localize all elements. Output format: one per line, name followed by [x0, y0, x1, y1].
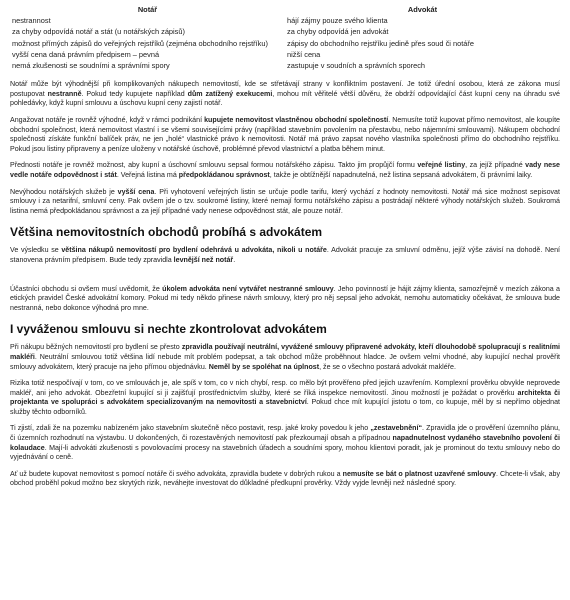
paragraph-notary-neutrality: Notář může být výhodnější při komplikovaných nákupech nemovitostí, kde se střetávají strany v konfliktním postavení. Je totiž úřední osobou, která ze zákona musí postupovat nestranně. Pokud tedy kupujete například dům zatížený exekucemi, mohou mít věřitelé větší důvěru, že obdrží odpovídající část kupní ceny na úhradu své pohledávky, když kupní smlouvu a úschovu kupní ceny zajistí notář. [10, 80, 560, 108]
table-row [10, 38, 560, 49]
paragraph-notary-cost: Nevýhodou notářských služeb je vyšší cena. Při vyhotovení veřejných listin se určuje podle tarifu, který vychází z hodnoty nemovitosti. Notář má sice možnost sepisovat smlouvy i za netarifní, smluvní ceny. Pak ovšem jde o tzv. soukromé listiny, které nemají formu notářského zápisu a postrádají některé výhody notářských služeb. Soukromá listina nemá předpokládanou správnost a za její případné vady nenese odpovědnost stát, ale pouze notář. [10, 187, 560, 215]
table-cell: nižší cena [287, 49, 321, 59]
paragraph-risks: Rizika totiž nespočívají v tom, co ve smlouvách je, ale spíš v tom, co v nich chybí, resp. co mělo být prověřeno před jejich uzavřením. Komplexní prověrku obvykle neprovede makléř, ani jeho advokát. Obezřetní kupující si ji zajišťují prostřednictvím služby, které se říká inspekce nemovitostí. Jinou možností je požádat o prověrku architekta či projektanta ve spolupráci s advokátem specializovaným na nemovitosti a stavebnictví. Pokud chce mít kupující jistotu o tom, co kupuje, měl by si nepřímo objednat služby těchto odborníků. [10, 379, 560, 416]
paragraph-balanced-contracts: Při nákupu běžných nemovitostí pro bydlení se přesto zpravidla používají neutrální, vyvážené smlouvy připravené advokáty, kteří dlouhodobě spolupracují s realitními makléři. Neutrální smlouvou totiž většina lidí nebude mít problém podepsat, a tak obchod může proběhnout hladce. Je ovšem velmi vhodné, aby kupující nechal prověřit smlouvy advokátem, který pracuje na jeho přímou objednávku. Neměl by se spoléhat na úplnost, že se o všechno postará advokát makléře. [10, 343, 560, 371]
paragraph-company-purchase: Angažovat notáře je rovněž výhodné, když v rámci podnikání kupujete nemovitost vlastněnou obchodní společností. Nemusíte totiž kupovat přímo nemovitost, ale koupíte obchodní společnost, která nemovitost vlastní i se všemi souvisejícími právy (například stavebním povolením na přestavbu, nebo nájemními smlouvami). Nákupem obchodní společnosti získáte funkční balíček práv, ne jen „holé“ vlastnické právo k nemovitosti. Notář má právo zapsat nového vlastníka společnosti přímo do obchodního rejstříku. Pokud jsou listiny připraveny a peníze uloženy v notářské úschově, problémné převod vlastnictví a platba během minut. [10, 116, 561, 153]
table-row [10, 49, 560, 60]
table-cell: možnost přímých zápisů do veřejných rejstříků (zejména obchodního rejstříku) [12, 38, 268, 48]
paragraph-lawyer-not-neutral: Účastníci obchodu si ovšem musí uvědomit, že úkolem advokáta není vytvářet nestranné smlouvy. Jeho povinností je hájit zájmy klienta, samozřejmě v mezích zákona a etických pravidel České advokátní komory. Pokud mi tedy někdo přinese návrh smlouvy, který pro něj sepsal jeho advokát, nemohu automaticky očekávat, že smlouva bude nestranná, nebo dokonce výhodná pro mne. [10, 284, 560, 312]
table-cell: za chyby odpovídá jen advokát [287, 27, 389, 37]
paragraph-conclusion: Ať už budete kupovat nemovitost s pomocí notáře či svého advokáta, zpravidla budete v dobrých rukou a nemusíte se bát o platnost uzavřené smlouvy. Chcete-li však, aby obchod proběhl pokud možno bez skrytých rizik, neváhejte investovat do důkladné předkupní prověrky. Vždy vyjde levněji než následné spory. [10, 469, 561, 488]
table-cell: za chyby odpovídá notář a stát (u notářských zápisů) [12, 27, 185, 37]
column-header-notary: Notář [137, 5, 158, 14]
paragraph-lawyer-majority: Ve výsledku se většina nákupů nemovitostí pro bydlení odehrává u advokáta, nikoli u notáře. Advokát pracuje za smluvní odměnu, jejíž výše závisí na dohodě. Není stanovena právním předpisem. Bude tedy zpravidla levnější než notář. [10, 246, 560, 264]
table-header-row [10, 4, 560, 15]
column-header-lawyer: Advokát [407, 5, 438, 14]
paragraph-public-deed: Přednosti notáře je rovněž možnost, aby kupní a úschovní smlouvu sepsal formou notářského zápisu. Takto jim propůjčí formu veřejné listiny, za jejíž případné vady nese vedle notáře odpovědnost i stát. Veřejná listina má předpokládanou správnost, takže je obtížnější napadnutelná, než listina sepsaná advokátem, či právními laiky. [10, 161, 560, 179]
table-cell: vyšší cena daná právním předpisem – pevná [12, 49, 160, 59]
paragraph-building-plot: Ti zjistí, zdali že na pozemku nabízeném jako stavebním skutečně něco postavit, resp. jaké kroky povedou k jeho „zestavebnění“. Zpravidla jde o prověření územního plánu, či územních rozhodnutí na výstavbu. U dokončených, či rozestavěných nemovitostí pak přezkoumají obsah a případnou napadnutelnost vydaného stavebního povolení či kolaudace. Mají-li advokáti zkušenosti s povolovacími procesy na stavebních úřadech a soudními spory, mohou klientovi poradit, jak je prominout do textu smlouvy nebo do vyjednávání o ceně. [10, 424, 560, 462]
comparison-table [10, 4, 560, 71]
section-heading-contract-check: I vyváženou smlouvu si nechte zkontrolovat advokátem [10, 322, 327, 337]
table-row [10, 26, 560, 37]
section-heading-lawyer: Většina nemovitostních obchodů probíhá s advokátem [10, 225, 323, 240]
table-cell: nestrannost [12, 16, 51, 26]
table-row [10, 15, 560, 26]
table-cell: zápisy do obchodního rejstříku jedině přes soud či notáře [287, 38, 474, 48]
table-cell: hájí zájmy pouze svého klienta [287, 16, 388, 26]
table-row [10, 60, 560, 71]
table-cell: zastupuje v soudních a správních sporech [287, 61, 426, 71]
table-cell: nemá zkušenosti se soudními a správními spory [12, 61, 170, 71]
